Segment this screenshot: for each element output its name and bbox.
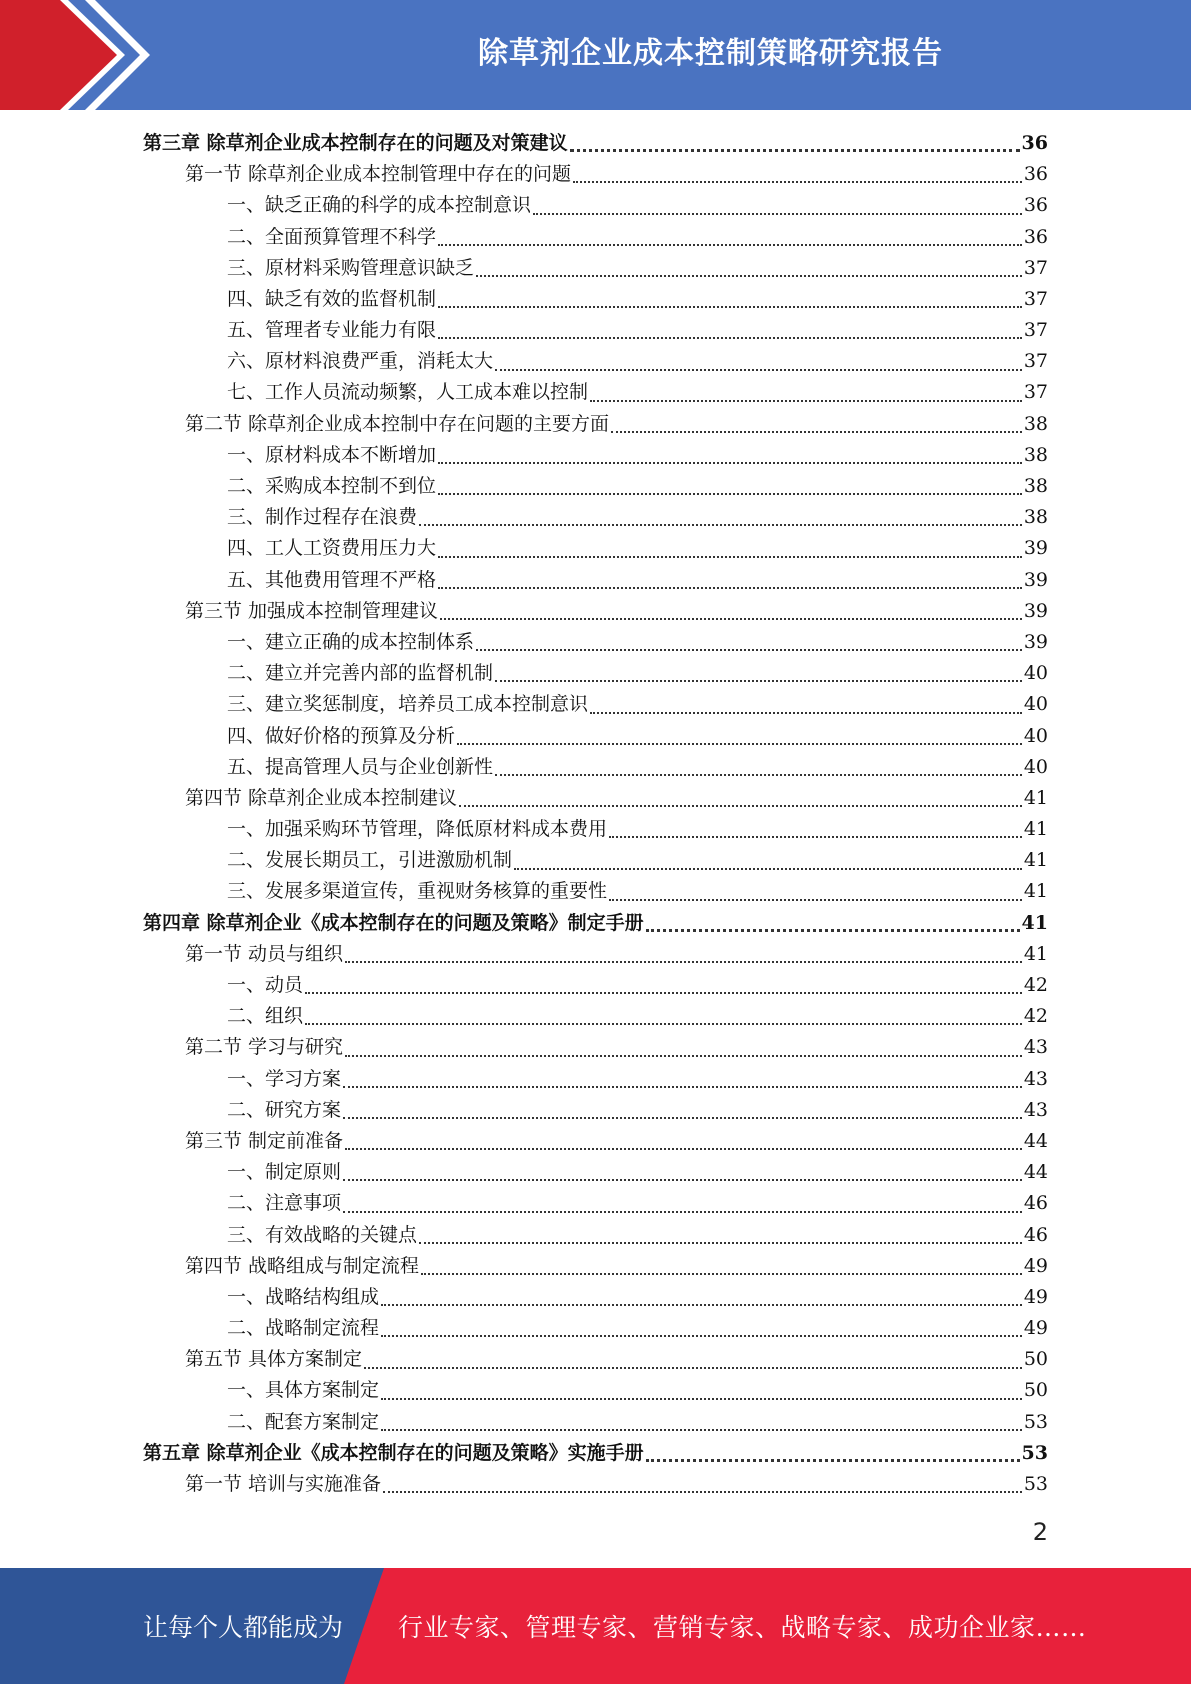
toc-entry-title: 三、制作过程存在浪费: [227, 506, 418, 529]
toc-page-number: 49: [1023, 1317, 1048, 1340]
toc-dot-leader: [364, 1367, 1022, 1369]
toc-subsection-entry[interactable]: [143, 1376, 1048, 1407]
toc-chapter-entry[interactable]: [143, 128, 1048, 159]
table-of-contents: [143, 128, 1048, 1500]
toc-dot-leader: [440, 618, 1022, 620]
page-footer: [0, 1568, 1191, 1684]
toc-entry-title: 第三章 除草剂企业成本控制存在的问题及对策建议: [143, 131, 568, 154]
toc-section-entry[interactable]: [143, 159, 1048, 190]
toc-section-entry[interactable]: [143, 1344, 1048, 1375]
toc-dot-leader: [459, 805, 1022, 807]
toc-entry-title: 一、原材料成本不断增加: [227, 443, 437, 466]
toc-entry-title: 一、动员: [227, 974, 304, 997]
toc-page-number: 36: [1021, 131, 1048, 154]
toc-page-number: 44: [1023, 1161, 1048, 1184]
toc-subsection-entry[interactable]: [143, 346, 1048, 377]
toc-page-number: 50: [1023, 1379, 1048, 1402]
toc-entry-title: 一、具体方案制定: [227, 1379, 380, 1402]
toc-entry-title: 二、组织: [227, 1005, 304, 1028]
toc-entry-title: 第一节 动员与组织: [185, 942, 344, 965]
toc-dot-leader: [381, 1304, 1022, 1306]
toc-dot-leader: [419, 524, 1022, 526]
footer-slogan-right: 行业专家、管理专家、营销专家、战略专家、成功企业家……: [398, 1613, 1087, 1642]
toc-dot-leader: [611, 431, 1022, 433]
toc-page-number: 43: [1023, 1067, 1048, 1090]
toc-page-number: 46: [1023, 1192, 1048, 1215]
toc-dot-leader: [345, 1148, 1022, 1150]
toc-page-number: 37: [1023, 319, 1048, 342]
toc-dot-leader: [438, 493, 1022, 495]
toc-entry-title: 一、制定原则: [227, 1161, 342, 1184]
toc-subsection-entry[interactable]: [143, 565, 1048, 596]
toc-subsection-entry[interactable]: [143, 1095, 1048, 1126]
toc-subsection-entry[interactable]: [143, 1282, 1048, 1313]
toc-dot-leader: [476, 649, 1022, 651]
toc-dot-leader: [383, 1491, 1022, 1493]
toc-section-entry[interactable]: [143, 939, 1048, 970]
toc-subsection-entry[interactable]: [143, 721, 1048, 752]
toc-dot-leader: [438, 587, 1022, 589]
toc-subsection-entry[interactable]: [143, 440, 1048, 471]
toc-entry-title: 五、管理者专业能力有限: [227, 319, 437, 342]
toc-entry-title: 二、配套方案制定: [227, 1410, 380, 1433]
toc-page-number: 53: [1023, 1410, 1048, 1433]
toc-page-number: 39: [1023, 568, 1048, 591]
toc-section-entry[interactable]: [143, 409, 1048, 440]
toc-dot-leader: [419, 1242, 1022, 1244]
toc-dot-leader: [343, 1179, 1022, 1181]
toc-entry-title: 三、有效战略的关键点: [227, 1223, 418, 1246]
toc-page-number: 39: [1023, 630, 1048, 653]
toc-chapter-entry[interactable]: [143, 1438, 1048, 1469]
toc-entry-title: 六、原材料浪费严重，消耗太大: [227, 350, 494, 373]
toc-dot-leader: [476, 275, 1022, 277]
toc-entry-title: 二、研究方案: [227, 1098, 342, 1121]
toc-subsection-entry[interactable]: [143, 1220, 1048, 1251]
toc-page-number: 49: [1023, 1254, 1048, 1277]
toc-dot-leader: [343, 1211, 1022, 1213]
toc-subsection-entry[interactable]: [143, 1064, 1048, 1095]
toc-entry-title: 一、缺乏正确的科学的成本控制意识: [227, 194, 532, 217]
toc-dot-leader: [381, 1398, 1022, 1400]
toc-entry-title: 一、战略结构组成: [227, 1285, 380, 1308]
toc-dot-leader: [533, 213, 1022, 215]
toc-entry-title: 二、战略制定流程: [227, 1317, 380, 1340]
toc-entry-title: 四、缺乏有效的监督机制: [227, 287, 437, 310]
toc-entry-title: 第四章 除草剂企业《成本控制存在的问题及策略》制定手册: [143, 911, 644, 934]
toc-page-number: 37: [1023, 381, 1048, 404]
toc-dot-leader: [570, 149, 1020, 152]
toc-dot-leader: [438, 337, 1022, 339]
toc-subsection-entry[interactable]: [143, 471, 1048, 502]
toc-page-number: 38: [1023, 475, 1048, 498]
toc-entry-title: 三、原材料采购管理意识缺乏: [227, 256, 475, 279]
toc-entry-title: 二、建立并完善内部的监督机制: [227, 662, 494, 685]
toc-entry-title: 三、发展多渠道宣传，重视财务核算的重要性: [227, 880, 608, 903]
toc-dot-leader: [573, 181, 1022, 183]
toc-dot-leader: [609, 836, 1022, 838]
toc-subsection-entry[interactable]: [143, 190, 1048, 221]
toc-dot-leader: [438, 556, 1022, 558]
toc-subsection-entry[interactable]: [143, 689, 1048, 720]
toc-page-number: 40: [1023, 755, 1048, 778]
toc-entry-title: 一、学习方案: [227, 1067, 342, 1090]
toc-section-entry[interactable]: [143, 1469, 1048, 1500]
toc-page-number: 36: [1023, 194, 1048, 217]
toc-entry-title: 七、工作人员流动频繁，人工成本难以控制: [227, 381, 589, 404]
toc-dot-leader: [438, 244, 1022, 246]
toc-subsection-entry[interactable]: [143, 1313, 1048, 1344]
toc-entry-title: 一、建立正确的成本控制体系: [227, 630, 475, 653]
toc-dot-leader: [590, 400, 1022, 402]
toc-subsection-entry[interactable]: [143, 1407, 1048, 1438]
toc-subsection-entry[interactable]: [143, 752, 1048, 783]
toc-page-number: 42: [1023, 1005, 1048, 1028]
toc-entry-title: 第二节 除草剂企业成本控制中存在问题的主要方面: [185, 412, 610, 435]
toc-page-number: 53: [1023, 1473, 1048, 1496]
toc-page-number: 43: [1023, 1098, 1048, 1121]
toc-entry-title: 五、其他费用管理不严格: [227, 568, 437, 591]
footer-slogan-left: 让每个人都能成为: [143, 1613, 344, 1642]
toc-page-number: 36: [1023, 225, 1048, 248]
toc-entry-title: 二、注意事项: [227, 1192, 342, 1215]
toc-subsection-entry[interactable]: [143, 658, 1048, 689]
toc-page-number: 38: [1023, 412, 1048, 435]
toc-entry-title: 第五节 具体方案制定: [185, 1348, 363, 1371]
toc-subsection-entry[interactable]: [143, 222, 1048, 253]
toc-page-number: 36: [1023, 163, 1048, 186]
toc-section-entry[interactable]: [143, 1032, 1048, 1063]
toc-page-number: 38: [1023, 506, 1048, 529]
toc-entry-title: 第三节 制定前准备: [185, 1129, 344, 1152]
toc-page-number: 41: [1023, 880, 1048, 903]
toc-page-number: 44: [1023, 1129, 1048, 1152]
toc-page-number: 38: [1023, 443, 1048, 466]
toc-dot-leader: [590, 712, 1022, 714]
toc-dot-leader: [646, 929, 1020, 932]
toc-dot-leader: [495, 369, 1022, 371]
toc-subsection-entry[interactable]: [143, 502, 1048, 533]
toc-entry-title: 第一节 除草剂企业成本控制管理中存在的问题: [185, 163, 572, 186]
toc-subsection-entry[interactable]: [143, 533, 1048, 564]
toc-page-number: 37: [1023, 287, 1048, 310]
toc-dot-leader: [438, 306, 1022, 308]
toc-dot-leader: [421, 1273, 1022, 1275]
toc-dot-leader: [495, 680, 1022, 682]
toc-page-number: 41: [1023, 818, 1048, 841]
toc-dot-leader: [343, 1086, 1022, 1088]
toc-dot-leader: [438, 462, 1022, 464]
toc-section-entry[interactable]: [143, 596, 1048, 627]
toc-dot-leader: [457, 743, 1022, 745]
toc-page-number: 41: [1021, 911, 1048, 934]
toc-page-number: 43: [1023, 1036, 1048, 1059]
toc-dot-leader: [305, 992, 1022, 994]
toc-page-number: 46: [1023, 1223, 1048, 1246]
toc-section-entry[interactable]: [143, 1251, 1048, 1282]
toc-page-number: 39: [1023, 537, 1048, 560]
toc-subsection-entry[interactable]: [143, 1157, 1048, 1188]
toc-subsection-entry[interactable]: [143, 253, 1048, 284]
toc-subsection-entry[interactable]: [143, 970, 1048, 1001]
toc-page-number: 41: [1023, 849, 1048, 872]
toc-dot-leader: [495, 774, 1022, 776]
toc-dot-leader: [646, 1459, 1020, 1462]
toc-entry-title: 第四节 除草剂企业成本控制建议: [185, 786, 458, 809]
toc-page-number: 41: [1023, 786, 1048, 809]
toc-entry-title: 二、全面预算管理不科学: [227, 225, 437, 248]
toc-dot-leader: [343, 1117, 1022, 1119]
toc-page-number: 40: [1023, 662, 1048, 685]
toc-subsection-entry[interactable]: [143, 1001, 1048, 1032]
toc-dot-leader: [345, 1055, 1022, 1057]
toc-subsection-entry[interactable]: [143, 845, 1048, 876]
toc-entry-title: 第三节 加强成本控制管理建议: [185, 599, 439, 622]
toc-dot-leader: [381, 1335, 1022, 1337]
toc-dot-leader: [514, 868, 1022, 870]
toc-entry-title: 第一节 培训与实施准备: [185, 1473, 382, 1496]
toc-subsection-entry[interactable]: [143, 877, 1048, 908]
toc-dot-leader: [381, 1429, 1022, 1431]
toc-dot-leader: [305, 1023, 1022, 1025]
toc-section-entry[interactable]: [143, 783, 1048, 814]
toc-entry-title: 第四节 战略组成与制定流程: [185, 1254, 420, 1277]
toc-page-number: 37: [1023, 256, 1048, 279]
toc-page-number: 37: [1023, 350, 1048, 373]
toc-page-number: 53: [1021, 1441, 1048, 1464]
toc-page-number: 41: [1023, 942, 1048, 965]
toc-entry-title: 四、工人工资费用压力大: [227, 537, 437, 560]
toc-subsection-entry[interactable]: [143, 1188, 1048, 1219]
header-arrow-decoration: [0, 0, 160, 110]
report-title: 除草剂企业成本控制策略研究报告: [478, 36, 943, 71]
toc-subsection-entry[interactable]: [143, 814, 1048, 845]
toc-page-number: 50: [1023, 1348, 1048, 1371]
toc-entry-title: 第五章 除草剂企业《成本控制存在的问题及策略》实施手册: [143, 1441, 644, 1464]
toc-page-number: 49: [1023, 1285, 1048, 1308]
toc-page-number: 42: [1023, 974, 1048, 997]
toc-subsection-entry[interactable]: [143, 378, 1048, 409]
toc-subsection-entry[interactable]: [143, 284, 1048, 315]
toc-entry-title: 一、加强采购环节管理，降低原材料成本费用: [227, 818, 608, 841]
page-number: 2: [1032, 1518, 1048, 1546]
toc-page-number: 40: [1023, 693, 1048, 716]
toc-subsection-entry[interactable]: [143, 627, 1048, 658]
toc-dot-leader: [345, 961, 1022, 963]
toc-chapter-entry[interactable]: [143, 908, 1048, 939]
toc-page-number: 40: [1023, 724, 1048, 747]
toc-entry-title: 四、做好价格的预算及分析: [227, 724, 456, 747]
toc-entry-title: 二、采购成本控制不到位: [227, 475, 437, 498]
toc-entry-title: 第二节 学习与研究: [185, 1036, 344, 1059]
toc-subsection-entry[interactable]: [143, 315, 1048, 346]
toc-dot-leader: [609, 899, 1022, 901]
toc-entry-title: 二、发展长期员工，引进激励机制: [227, 849, 513, 872]
toc-page-number: 39: [1023, 599, 1048, 622]
page-header: [0, 0, 1191, 110]
toc-entry-title: 三、建立奖惩制度，培养员工成本控制意识: [227, 693, 589, 716]
toc-entry-title: 五、提高管理人员与企业创新性: [227, 755, 494, 778]
toc-section-entry[interactable]: [143, 1126, 1048, 1157]
